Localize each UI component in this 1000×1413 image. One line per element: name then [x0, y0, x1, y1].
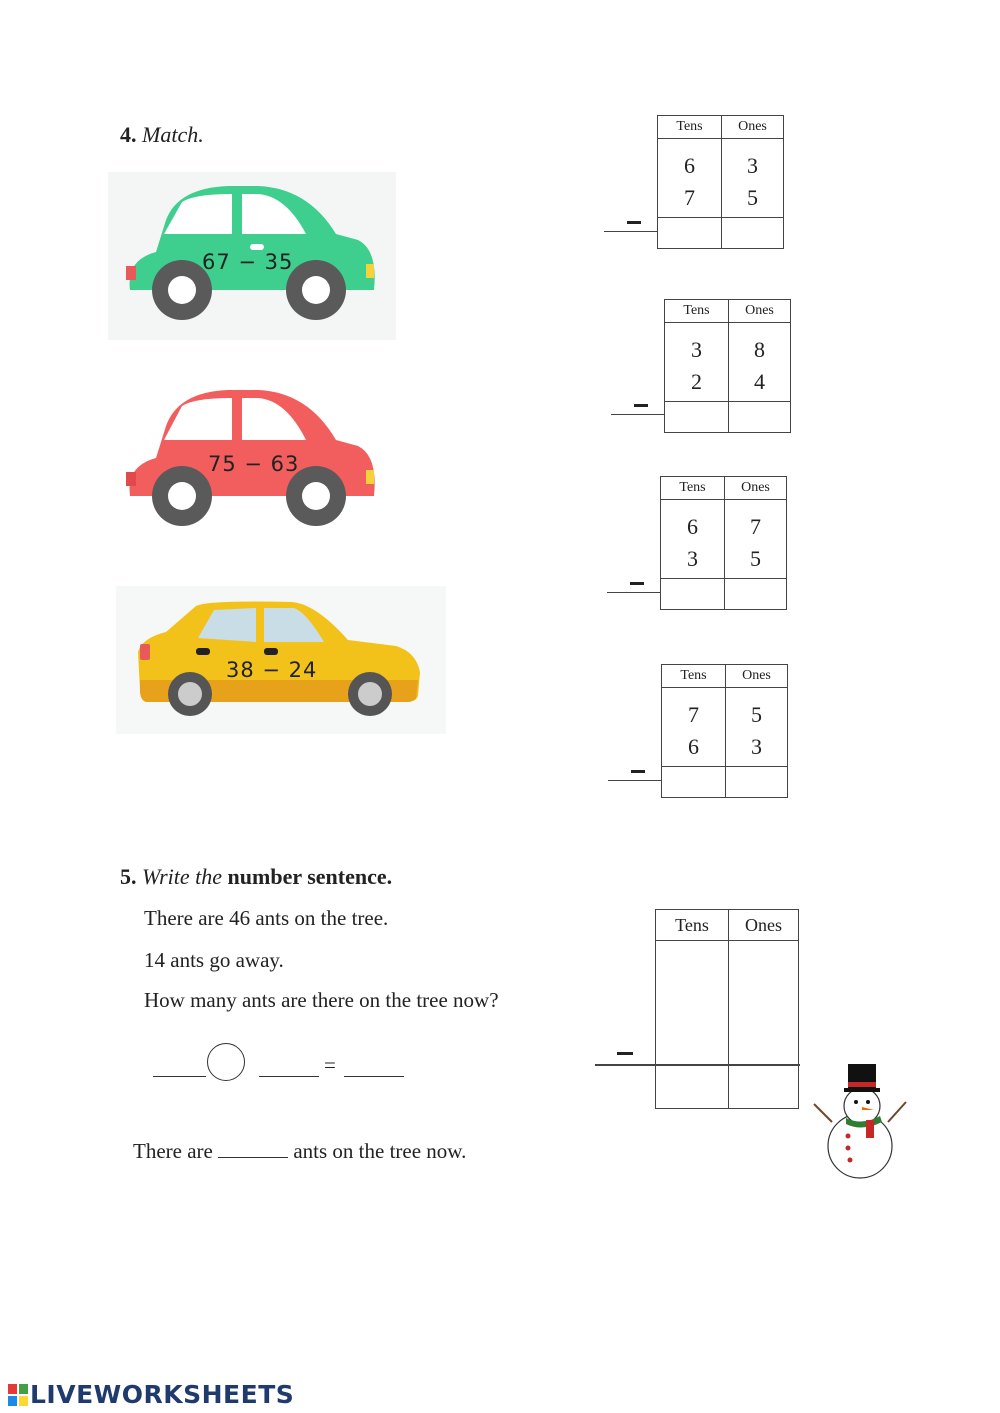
- answer-cell-tens[interactable]: [661, 579, 725, 610]
- answer-cell-tens[interactable]: [658, 218, 722, 249]
- answer-suffix: ants on the tree now.: [293, 1139, 467, 1163]
- answer-prefix: There are: [133, 1139, 213, 1163]
- answer-cell-tens[interactable]: [662, 767, 726, 798]
- answer-cell-tens[interactable]: [656, 1066, 729, 1109]
- subtraction-rule: [611, 414, 665, 415]
- car-green[interactable]: [108, 172, 396, 340]
- equals-sign: =: [324, 1053, 336, 1077]
- minus-sign: [634, 404, 648, 407]
- subtraction-rule: [608, 780, 662, 781]
- car-red-expression: 75 − 63: [208, 452, 300, 476]
- header-tens: Tens: [656, 910, 729, 941]
- q5-title-prefix: Write the: [142, 864, 228, 889]
- blank-second-number[interactable]: [259, 1076, 319, 1077]
- logo-grid-icon: [8, 1384, 28, 1406]
- work-cell-tens[interactable]: [656, 941, 729, 1066]
- minus-sign: [631, 770, 645, 773]
- answer-cell-ones[interactable]: [729, 1066, 799, 1109]
- digit-cell: 6: [662, 728, 726, 767]
- q5-line-2: 14 ants go away.: [144, 948, 284, 972]
- digit-cell: 3: [726, 728, 788, 767]
- digit-cell: 2: [665, 363, 729, 402]
- subtraction-rule: [604, 231, 658, 232]
- digit-cell: 7: [725, 500, 787, 541]
- digit-cell: 3: [722, 139, 784, 180]
- pv-table-1: [657, 115, 784, 249]
- digit-cell: 6: [661, 500, 725, 541]
- digit-cell: 6: [658, 139, 722, 180]
- q5-answer-line: [133, 1137, 466, 1164]
- header-ones: Ones: [722, 116, 784, 139]
- car-red[interactable]: [108, 378, 396, 538]
- header-ones: Ones: [729, 910, 799, 941]
- header-tens: Tens: [662, 665, 726, 688]
- car-yellow[interactable]: [116, 586, 446, 734]
- digit-cell: 5: [722, 179, 784, 218]
- car-yellow-expression: 38 − 24: [226, 658, 318, 682]
- q5-line-3: How many ants are there on the tree now?: [144, 988, 499, 1012]
- answer-blank[interactable]: [218, 1137, 288, 1158]
- q5-title: [120, 864, 392, 890]
- digit-cell: 3: [665, 323, 729, 364]
- answer-cell-ones[interactable]: [725, 579, 787, 610]
- header-tens: Tens: [661, 477, 725, 500]
- digit-cell: 8: [729, 323, 791, 364]
- blank-result[interactable]: [344, 1076, 404, 1077]
- q5-number: 5.: [120, 864, 137, 889]
- digit-cell: 3: [661, 540, 725, 579]
- digit-cell: 4: [729, 363, 791, 402]
- answer-cell-ones[interactable]: [722, 218, 784, 249]
- pv-table-4: [661, 664, 788, 798]
- minus-sign: [627, 221, 641, 224]
- operator-circle[interactable]: [207, 1043, 245, 1081]
- car-green-expression: 67 − 35: [202, 250, 294, 274]
- liveworksheets-logo[interactable]: [8, 1380, 294, 1409]
- digit-cell: 5: [726, 688, 788, 729]
- q5-title-bold: number sentence.: [227, 864, 393, 889]
- logo-text: LIVEWORKSHEETS: [30, 1380, 295, 1409]
- q4-title-text: Match.: [142, 122, 204, 147]
- blank-first-number[interactable]: [153, 1076, 206, 1077]
- digit-cell: 7: [662, 688, 726, 729]
- q4-number: 4.: [120, 122, 137, 147]
- answer-cell-tens[interactable]: [665, 402, 729, 433]
- header-tens: Tens: [658, 116, 722, 139]
- snowman-icon: [810, 1060, 910, 1180]
- header-ones: Ones: [725, 477, 787, 500]
- answer-cell-ones[interactable]: [726, 767, 788, 798]
- subtraction-rule: [595, 1064, 800, 1066]
- snowman-decoration: [810, 1060, 910, 1180]
- digit-cell: 5: [725, 540, 787, 579]
- pv-table-3: [660, 476, 787, 610]
- digit-cell: 7: [658, 179, 722, 218]
- subtraction-rule: [607, 592, 661, 593]
- header-tens: Tens: [665, 300, 729, 323]
- minus-sign: [617, 1052, 633, 1055]
- header-ones: Ones: [729, 300, 791, 323]
- work-cell-ones[interactable]: [729, 941, 799, 1066]
- header-ones: Ones: [726, 665, 788, 688]
- minus-sign: [630, 582, 644, 585]
- q4-title: [120, 122, 204, 148]
- pv-table-2: [664, 299, 791, 433]
- answer-cell-ones[interactable]: [729, 402, 791, 433]
- q5-line-1: There are 46 ants on the tree.: [144, 906, 389, 930]
- pv-table-q5: [655, 909, 799, 1109]
